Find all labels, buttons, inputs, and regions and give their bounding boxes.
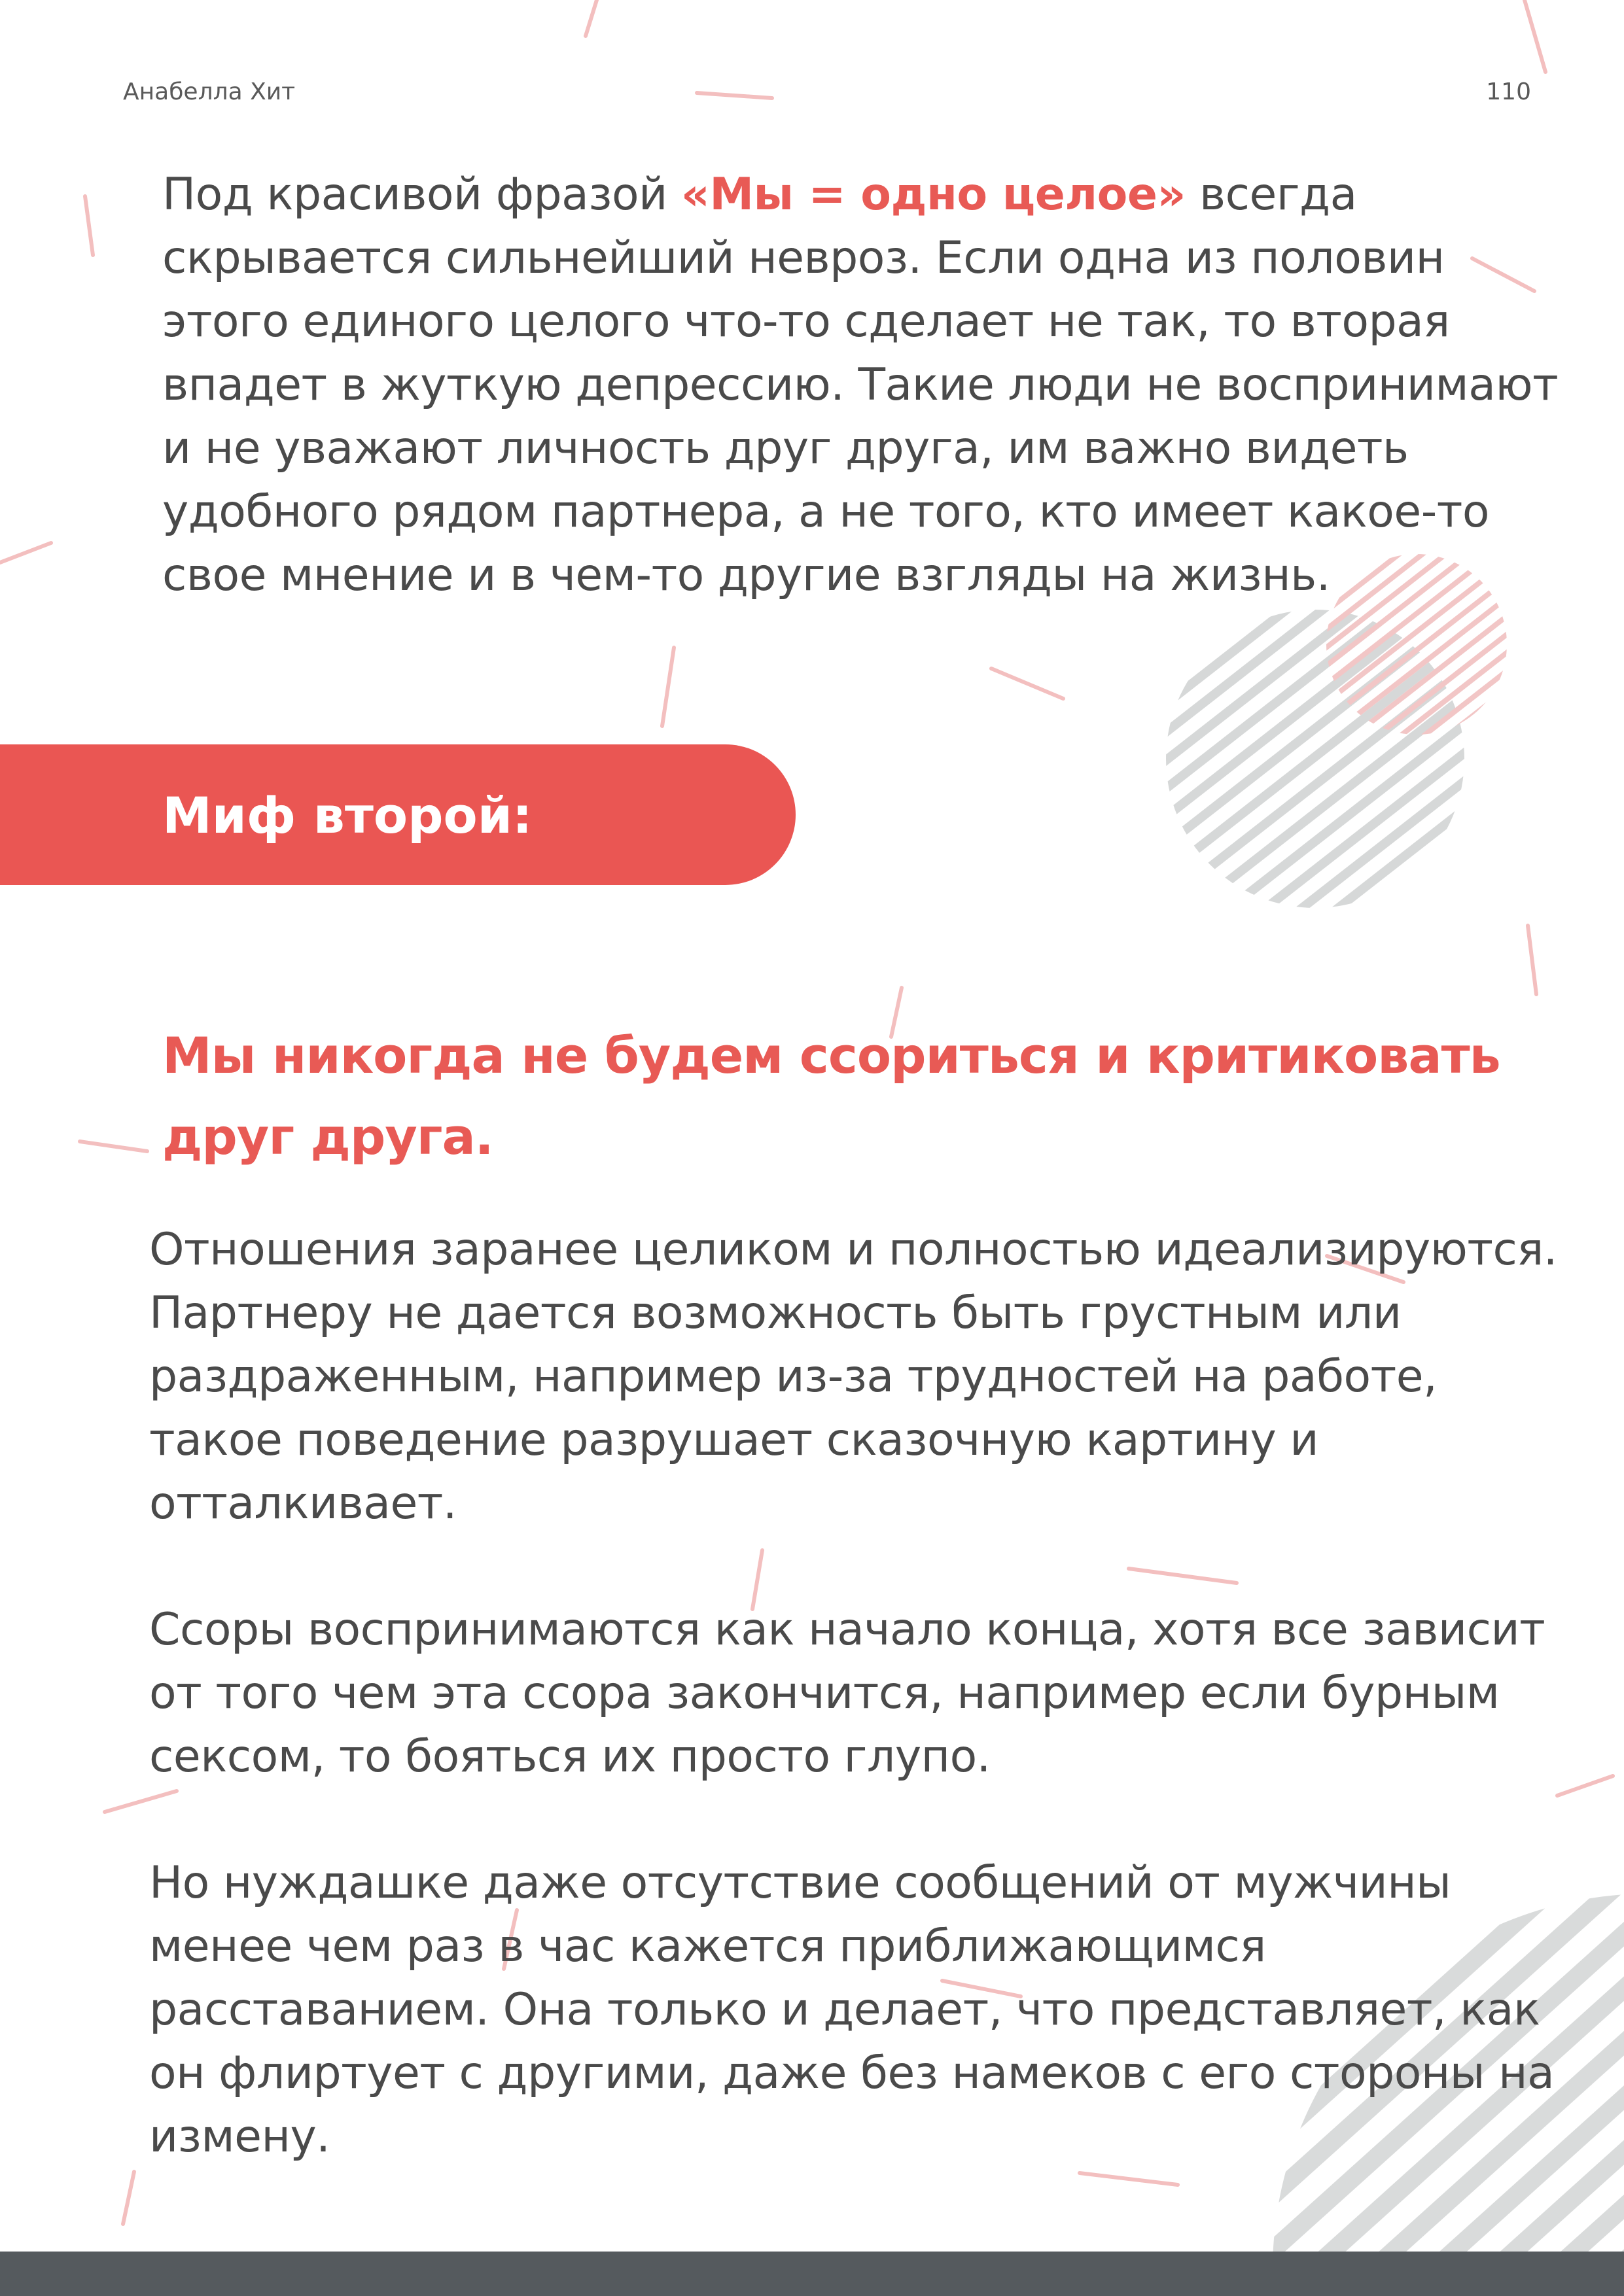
paragraph-intro-lead: Под красивой фразой — [162, 169, 681, 220]
page-number: 110 — [1486, 78, 1531, 105]
paragraph-intro — [162, 163, 1569, 607]
header-author: Анабелла Хит — [123, 78, 296, 105]
paragraph-anxiety: Но нуждашке даже отсутствие сообщений от мужчины менее чем раз в час кажется приближающимся расставанием. Она только и делает, что представляет, как он флиртует с другими, даже без намеков с его стороны на измену. — [149, 1857, 1555, 2163]
myth-label: Миф второй: — [162, 786, 533, 844]
paragraph-quarrels: Ссоры воспринимаются как начало конца, хотя все зависит от того чем эта ссора закончится, например если бурным сексом, то бояться их просто глупо. — [149, 1604, 1545, 1783]
paragraph-idealization: Отношения заранее целиком и полностью идеализируются. Партнеру не дается возможность быть грустным или раздраженным, например из-за трудностей на работе, такое поведение разрушает сказочную картину и отталкивает. — [149, 1224, 1557, 1529]
paragraph-intro-rest: всегда скрывается сильнейший невроз. Если одна из половин этого единого целого что-то сделает не так, то вторая впадет в жуткую депрессию. Такие люди не воспринимают и не уважают личность друг друга, им важно видеть удобного рядом партнера, а не того, кто имеет какое-то свое мнение и в чем-то другие взгляды на жизнь. — [162, 169, 1559, 601]
footer-bar — [0, 2252, 1624, 2296]
myth-heading: Мы никогда не будем ссориться и критиковать друг друга. — [162, 1026, 1500, 1166]
highlight-quote: «Мы = одно целое» — [680, 169, 1186, 220]
myth-banner — [0, 744, 796, 885]
